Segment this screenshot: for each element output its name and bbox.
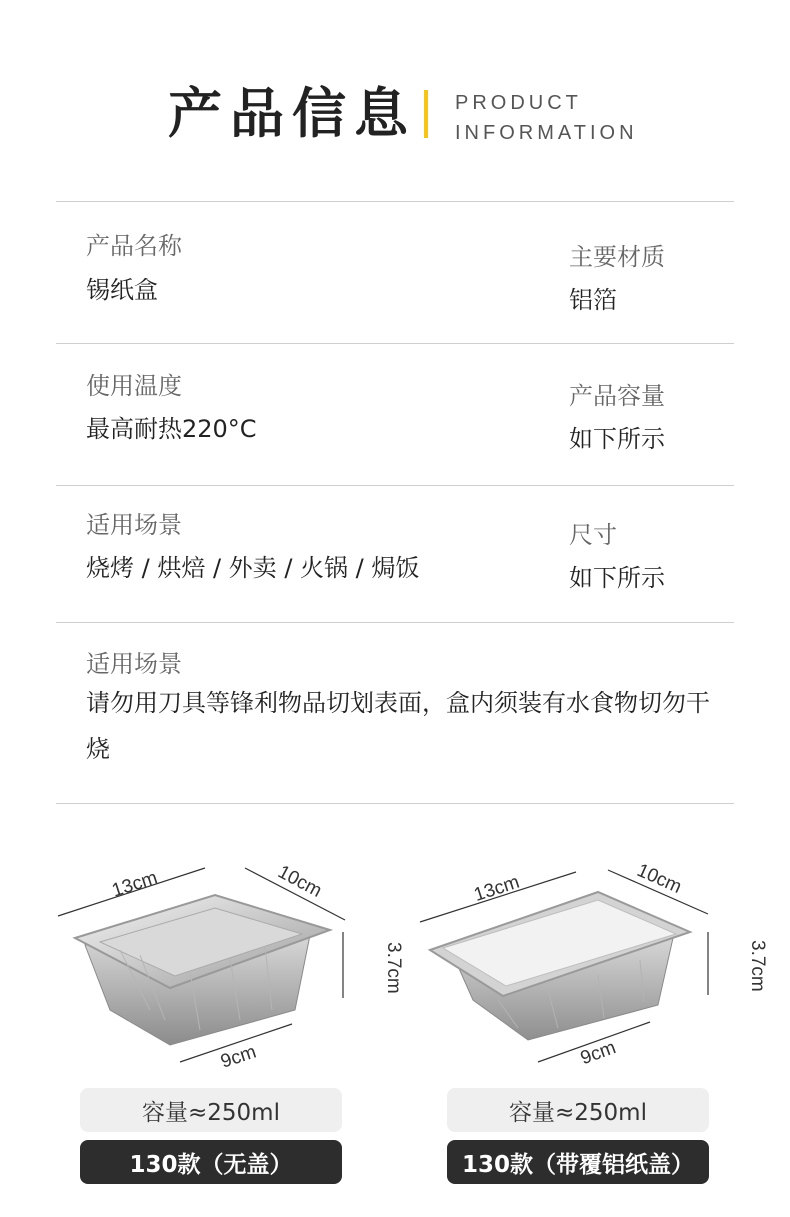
product-photo-open-tray [40,850,404,1080]
spec-value-size: 如下所示 [569,564,665,592]
dim-label-width: 10cm [633,859,685,899]
divider [56,622,734,623]
capacity-badge-2: 容量≈250ml [447,1088,709,1132]
dim-label-length: 13cm [109,867,161,902]
notice-text: 请勿用刀具等锋利物品切划表面，盒内须装有水食物切勿干烧 [86,689,710,763]
dim-label-length: 13cm [471,871,523,906]
title-accent-bar [424,90,428,138]
divider [56,803,734,804]
dim-label-bottom: 9cm [577,1037,619,1070]
spec-value-product-name: 锡纸盒 [86,276,158,304]
spec-value-usage: 烧烤 / 烘焙 / 外卖 / 火锅 / 焗饭 [86,554,420,582]
open-tray-illustration [40,850,404,1080]
capacity-badge-1: 容量≈250ml [80,1088,342,1132]
dim-label-bottom: 9cm [218,1041,259,1073]
dim-label-height: 3.7cm [383,942,404,994]
spec-label-product-name: 产品名称 [86,232,182,260]
divider [56,343,734,344]
title-en-line-2: INFORMATION [455,122,638,144]
page-title-english [455,88,638,148]
spec-label-capacity: 产品容量 [569,382,665,410]
model-badge-2: 130款（带覆铝纸盖） [447,1140,709,1184]
spec-value-temperature: 最高耐热220°C [86,415,257,443]
title-en-line-1: PRODUCT [455,92,582,114]
divider [56,485,734,486]
spec-label-material: 主要材质 [569,243,665,271]
page-title: 产品信息 [168,82,416,145]
model-badge-1: 130款（无盖） [80,1140,342,1184]
spec-value-capacity: 如下所示 [569,425,665,453]
dim-label-height: 3.7cm [747,940,768,992]
lidded-tray-illustration [408,850,768,1080]
spec-label-temperature: 使用温度 [86,372,182,400]
dim-label-width: 10cm [274,861,326,902]
spec-label-usage: 适用场景 [86,511,182,539]
product-photo-lidded-tray [408,850,768,1080]
spec-value-material: 铝箔 [569,286,617,314]
spec-label-size: 尺寸 [569,521,617,549]
divider [56,201,734,202]
notice-label: 适用场景 [86,650,182,678]
